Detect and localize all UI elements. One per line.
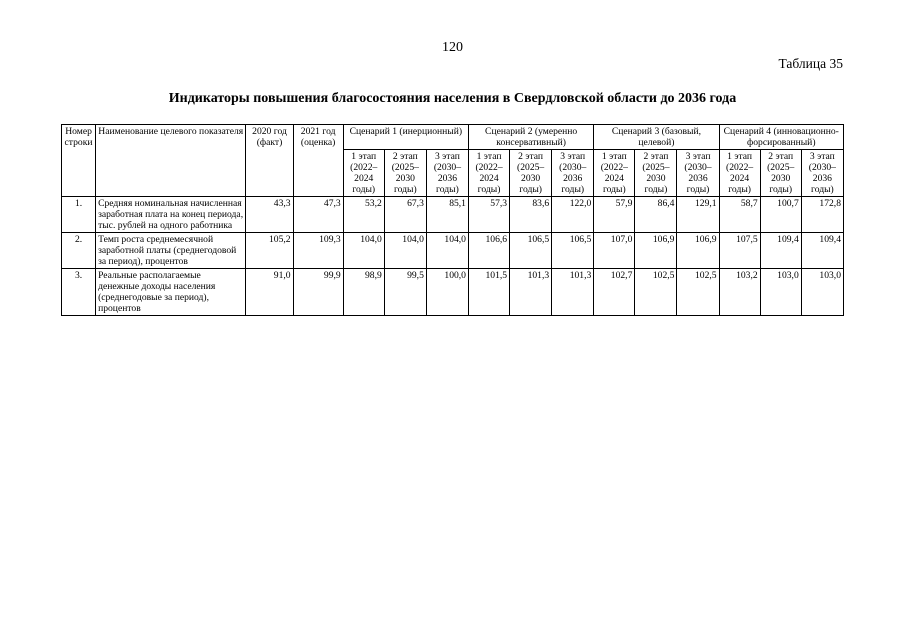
scenario-value: 172,8	[801, 197, 843, 233]
scenario-value: 58,7	[719, 197, 760, 233]
scenario-value: 129,1	[677, 197, 719, 233]
scenario-value: 102,7	[594, 269, 635, 316]
value-2021: 109,3	[293, 233, 343, 269]
table-row	[62, 197, 844, 233]
scenario-value: 102,5	[635, 269, 677, 316]
indicator-name: Темп роста среднемесячной заработной платы (среднегодовой за период), процентов	[96, 233, 246, 269]
scenario-value: 103,0	[801, 269, 843, 316]
scenario-value: 99,5	[384, 269, 426, 316]
header-stage-1: 1 этап (2022–2024 годы)	[594, 150, 635, 197]
header-stage-3: 3 этап (2030–2036 годы)	[552, 150, 594, 197]
scenario-value: 122,0	[552, 197, 594, 233]
scenario-value: 85,1	[426, 197, 468, 233]
scenario-value: 57,3	[468, 197, 509, 233]
scenario-value: 102,5	[677, 269, 719, 316]
header-2020: 2020 год (факт)	[246, 125, 293, 197]
header-scenario-3: Сценарий 3 (базовый, целевой)	[594, 125, 719, 150]
header-stage-3: 3 этап (2030–2036 годы)	[801, 150, 843, 197]
header-stage-1: 1 этап (2022–2024 годы)	[719, 150, 760, 197]
scenario-value: 101,5	[468, 269, 509, 316]
value-2021: 47,3	[293, 197, 343, 233]
scenario-value: 101,3	[510, 269, 552, 316]
header-stage-3: 3 этап (2030–2036 годы)	[677, 150, 719, 197]
header-2021: 2021 год (оценка)	[293, 125, 343, 197]
document-title: Индикаторы повышения благосостояния населения в Свердловской области до 2036 года	[168, 91, 737, 106]
scenario-value: 106,5	[510, 233, 552, 269]
indicators-table	[61, 124, 844, 316]
scenario-value: 57,9	[594, 197, 635, 233]
scenario-value: 101,3	[552, 269, 594, 316]
header-scenario-2: Сценарий 2 (умеренно консервативный)	[468, 125, 593, 150]
value-2020: 91,0	[246, 269, 293, 316]
header-row-1	[62, 125, 844, 150]
row-number: 2.	[62, 233, 96, 269]
scenario-value: 103,2	[719, 269, 760, 316]
scenario-value: 100,7	[760, 197, 801, 233]
scenario-value: 106,9	[635, 233, 677, 269]
scenario-value: 53,2	[343, 197, 384, 233]
scenario-value: 104,0	[384, 233, 426, 269]
scenario-value: 107,5	[719, 233, 760, 269]
indicator-name: Реальные располагаемые денежные доходы населения (среднегодовые за период), процентов	[96, 269, 246, 316]
table-row	[62, 233, 844, 269]
header-stage-2: 2 этап (2025–2030 годы)	[510, 150, 552, 197]
scenario-value: 103,0	[760, 269, 801, 316]
value-2021: 99,9	[293, 269, 343, 316]
scenario-value: 100,0	[426, 269, 468, 316]
scenario-value: 86,4	[635, 197, 677, 233]
scenario-value: 109,4	[801, 233, 843, 269]
scenario-value: 104,0	[426, 233, 468, 269]
scenario-value: 106,9	[677, 233, 719, 269]
row-number: 3.	[62, 269, 96, 316]
header-indicator-name: Наименование целевого показателя	[96, 125, 246, 197]
header-row-number: Номер строки	[62, 125, 96, 197]
scenario-value: 109,4	[760, 233, 801, 269]
header-stage-2: 2 этап (2025–2030 годы)	[384, 150, 426, 197]
header-scenario-4: Сценарий 4 (инновационно-форсированный)	[719, 125, 843, 150]
header-stage-1: 1 этап (2022–2024 годы)	[468, 150, 509, 197]
header-stage-2: 2 этап (2025–2030 годы)	[760, 150, 801, 197]
header-stage-2: 2 этап (2025–2030 годы)	[635, 150, 677, 197]
scenario-value: 98,9	[343, 269, 384, 316]
header-stage-1: 1 этап (2022–2024 годы)	[343, 150, 384, 197]
value-2020: 105,2	[246, 233, 293, 269]
table-label: Таблица 35	[778, 56, 843, 71]
row-number: 1.	[62, 197, 96, 233]
value-2020: 43,3	[246, 197, 293, 233]
scenario-value: 83,6	[510, 197, 552, 233]
scenario-value: 106,6	[468, 233, 509, 269]
table-row	[62, 269, 844, 316]
header-scenario-1: Сценарий 1 (инерционный)	[343, 125, 468, 150]
scenario-value: 104,0	[343, 233, 384, 269]
scenario-value: 106,5	[552, 233, 594, 269]
page-number: 120	[442, 40, 463, 55]
header-stage-3: 3 этап (2030–2036 годы)	[426, 150, 468, 197]
indicator-name: Средняя номинальная начисленная заработная плата на конец периода, тыс. рублей на одного работника	[96, 197, 246, 233]
scenario-value: 67,3	[384, 197, 426, 233]
scenario-value: 107,0	[594, 233, 635, 269]
